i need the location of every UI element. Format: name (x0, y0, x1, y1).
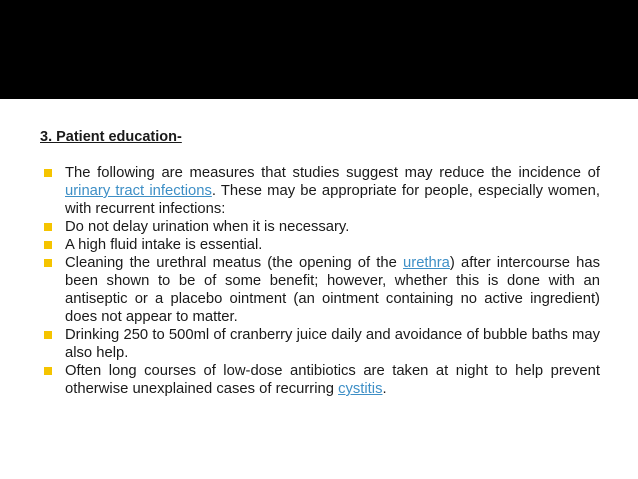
square-bullet-icon (44, 241, 52, 249)
link-urethra[interactable]: urethra (403, 255, 450, 271)
square-bullet-icon (44, 223, 52, 231)
bullet-text: . These may be appropriate for people, especially women, with recurrent infections: (65, 183, 600, 217)
link-cystitis[interactable]: cystitis (338, 381, 383, 397)
bullet-text: The following are measures that studies suggest may reduce the incidence of (65, 165, 600, 181)
square-bullet-icon (44, 367, 52, 375)
link-urinary-tract-infections[interactable]: urinary tract infections (65, 183, 212, 199)
bullet-text: ) after intercourse has been shown to be of some benefit; however, whether this is done with an antiseptic or a placebo ointment (an ointment containing no active ingredient) does not appear to matter. (65, 255, 600, 325)
bullet-text: . (382, 381, 387, 397)
square-bullet-icon (44, 259, 52, 267)
title-band (0, 0, 638, 99)
list-item (44, 362, 600, 398)
list-item (44, 218, 600, 236)
square-bullet-icon (44, 169, 52, 177)
list-item (44, 254, 600, 326)
square-bullet-icon (44, 331, 52, 339)
list-item (44, 326, 600, 362)
bullet-text: Often long courses of low-dose antibiotics are taken at night to help prevent otherwise unexplained cases of recurring (65, 363, 600, 397)
list-item (44, 236, 600, 254)
bullet-text: Do not delay urination when it is necessary. (65, 219, 350, 235)
bullet-text: Drinking 250 to 500ml of cranberry juice daily and avoidance of bubble baths may also help. (65, 327, 600, 361)
list-item (44, 164, 600, 218)
bullet-text: A high fluid intake is essential. (65, 237, 263, 253)
bullet-list (44, 164, 600, 398)
bullet-text: Cleaning the urethral meatus (the opening of the (65, 255, 404, 271)
section-heading: 3. Patient education- (40, 129, 182, 145)
